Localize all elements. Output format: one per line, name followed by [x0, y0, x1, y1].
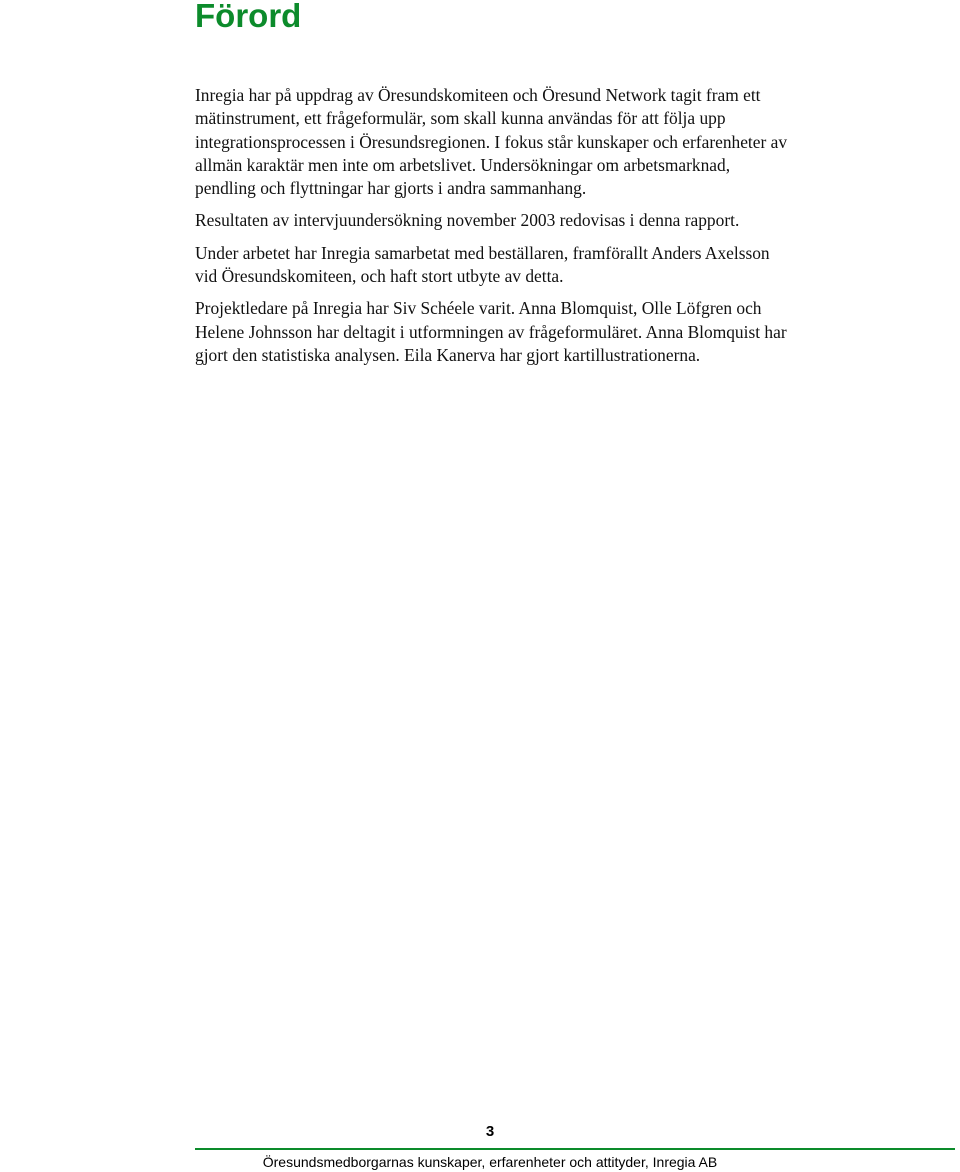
- paragraph-results: Resultaten av intervjuundersökning november 2003 redovisas i denna rapport.: [195, 210, 740, 231]
- paragraph-collaboration: Under arbetet har Inregia samarbetat med beställaren, framförallt Anders Axelsson vid Öresundskomiteen, och haft stort utbyte av detta.: [195, 242, 770, 287]
- footer-divider: [195, 1148, 955, 1150]
- body-text: [195, 84, 795, 376]
- page-title: Förord: [195, 0, 302, 34]
- footer-text: Öresundsmedborgarnas kunskaper, erfarenheter och attityder, Inregia AB: [262, 1154, 718, 1170]
- paragraph-intro: Inregia har på uppdrag av Öresundskomiteen och Öresund Network tagit fram ett mätinstrument, ett frågeformulär, som skall kunna användas för att följa upp integrationsprocessen i Öresundsregionen. I fokus står kunskaper och erfarenheter av allmän karaktär men inte om arbetslivet. Undersökningar om arbetsmarknad, pendling och flyttningar har gjorts i andra sammanhang.: [195, 85, 788, 199]
- page-number: 3: [485, 1123, 495, 1140]
- paragraph-project-team: Projektledare på Inregia har Siv Schéele varit. Anna Blomquist, Olle Löfgren och Helene Johnsson har deltagit i utformningen av frågeformuläret. Anna Blomquist har gjort den statistiska analysen. Eila Kanerva har gjort kartillustrationerna.: [195, 298, 787, 365]
